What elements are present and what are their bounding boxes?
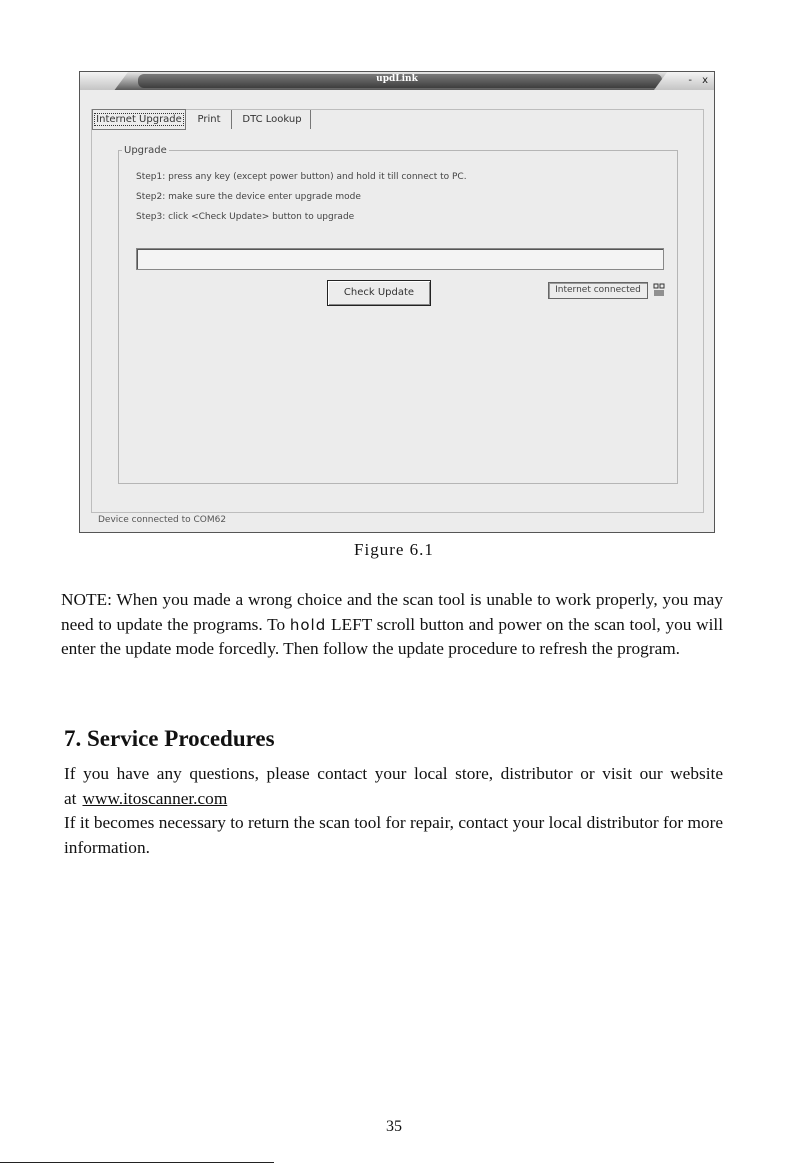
upgrade-group-title: Upgrade [124, 145, 167, 156]
service-paragraph-1-text: If you have any questions, please contact your local store, distributor or visit our website at [64, 764, 723, 808]
website-link[interactable]: www.itoscanner.com [82, 788, 228, 808]
check-update-button[interactable]: Check Update [327, 280, 431, 306]
internet-status-field: Internet connected [548, 282, 648, 299]
service-paragraph-2: If it becomes necessary to return the scan tool for repair, contact your local distributor for more information. [64, 813, 723, 857]
note-text-part2: LEFT scroll button and power on the scan tool, you will enter the update mode forcedly. Then follow the update procedure to refresh the program. [61, 614, 724, 659]
step-2-text: Step2: make sure the device enter upgrade mode [136, 192, 361, 202]
service-text [64, 762, 723, 860]
tab-dtc-lookup-label: DTC Lookup [242, 114, 302, 125]
note-paragraph [61, 588, 723, 662]
tab-print-label: Print [197, 114, 221, 125]
step-1-text: Step1: press any key (except power button) and hold it till connect to PC. [136, 172, 467, 182]
status-bar-text: Device connected to COM62 [98, 515, 227, 525]
upgrade-progress-bar [136, 248, 664, 270]
service-paragraph-1 [64, 762, 723, 811]
tab-internet-upgrade[interactable] [92, 109, 186, 130]
section-heading: 7. Service Procedures [64, 726, 275, 751]
note-hold-word: hold [289, 615, 327, 634]
footer-rule [0, 1162, 274, 1163]
tab-internet-upgrade-label: Internet Upgrade [96, 114, 182, 125]
tab-dtc-lookup[interactable] [234, 110, 311, 129]
window-title: updLink [376, 74, 418, 84]
step-3-text: Step3: click <Check Update> button to upgrade [136, 212, 355, 222]
page-number: 35 [386, 1118, 402, 1135]
note-text-part1: NOTE: When you made a wrong choice and the scan tool is unable to work properly, you may need to update the programs. To [61, 590, 723, 634]
title-bar [80, 72, 714, 90]
minimize-button[interactable]: - [688, 75, 692, 86]
updlink-window [79, 71, 715, 533]
figure-caption: Figure 6.1 [354, 540, 434, 559]
network-icon [653, 283, 665, 297]
tab-print[interactable] [187, 110, 232, 129]
close-button[interactable]: x [702, 75, 708, 86]
